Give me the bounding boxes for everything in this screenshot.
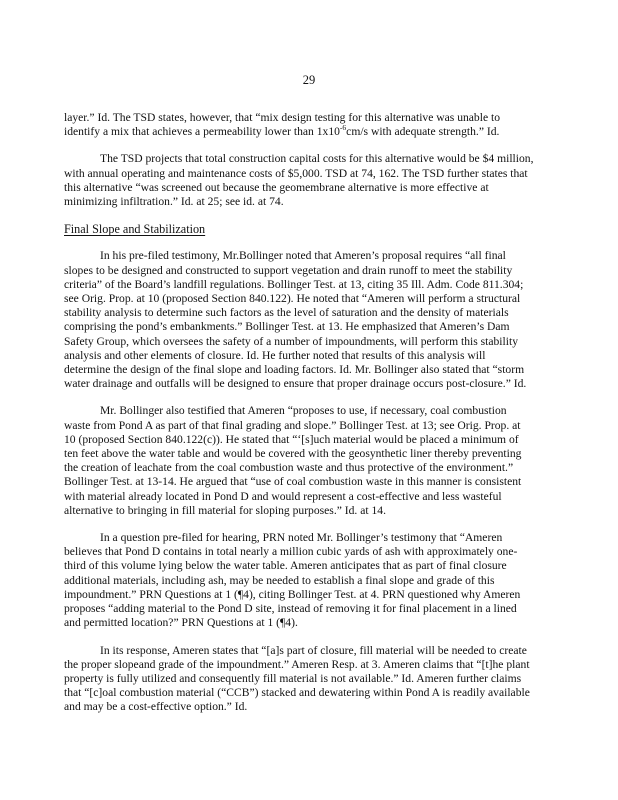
paragraph-text-part-a: layer.” Id. The TSD states, however, that “mix design testing for this alternative was unable to identify a mix that achieves a permeability lower than 1x10 [64, 111, 501, 139]
paragraph-prn-question: In a question pre-filed for hearing, PRN noted Mr. Bollinger’s testimony that “Ameren believes that Pond D contains in total nearly a million cubic yards of ash with approximately one-third of this volume lying below the water table. Ameren anticipates that as part of final closure additional materials, including ash, may be needed to establish a final slope and grade of this impoundment.” PRN Questions at 1 (¶4), citing Bollinger Test. at 4. PRN questioned why Ameren proposes “adding material to the Pond D site, instead of removing it for final placement in a lined and permitted location?” PRN Questions at 1 (¶4). [64, 531, 521, 630]
exponent: -6 [339, 123, 347, 133]
paragraph-tsd-costs: The TSD projects that total construction capital costs for this alternative would be $4 million, with annual operating and maintenance costs of $5,000. TSD at 74, 162. The TSD further states that this alternative “was screened out because the geomembrane alternative is more effective at minimizing infiltration.” Id. at 25; see id. at 74. [64, 152, 534, 209]
section-heading: Final Slope and Stabilization [64, 222, 206, 237]
page-number: 29 [302, 73, 316, 87]
document-body [64, 111, 534, 728]
paragraph-coal-combustion-waste: Mr. Bollinger also testified that Ameren “proposes to use, if necessary, coal combustion waste from Pond A as part of that final grading and slope.” Bollinger Test. at 13; see Orig. Prop. at 10 (proposed Section 840.122(c)). He stated that “‘[s]uch material would be placed a minimum of ten feet above the water table and would be covered with the geosynthetic liner thereby preventing the creation of leachate from the coal combustion waste and thus protective of the environment.” Bollinger Test. at 13-14. He argued that “use of coal combustion waste in this manner is consistent with material already located in Pond D and would represent a cost-effective and less wasteful alternative to bringing in fill material for sloping purposes.” Id. at 14. [64, 404, 522, 517]
paragraph-bollinger-testimony: In his pre-filed testimony, Mr.Bollinger noted that Ameren’s proposal requires “all final slopes to be designed and constructed to support vegetation and drain runoff to meet the stability criteria” of the Board’s landfill regulations. Bollinger Test. at 13, citing 35 Ill. Adm. Code 811.304; see Orig. Prop. at 10 (proposed Section 840.122). He noted that “Ameren will perform a structural stability analysis to determine such factors as the level of saturation and the density of materials comprising the pond’s embankments.” Bollinger Test. at 13. He emphasized that Ameren’s Dam Safety Group, which oversees the safety of a number of impoundments, will perform this stability analysis and other elements of closure. Id. He further noted that results of this analysis will determine the design of the final slope and loading factors. Id. Mr. Bollinger also stated that “storm water drainage and outfalls will be designed to ensure that proper drainage occurs post-closure.” Id. [64, 249, 527, 391]
paragraph-text-part-b: cm/s with adequate strength.” Id. [346, 125, 500, 139]
paragraph-layer-continuation [64, 111, 534, 139]
paragraph-ameren-response: In its response, Ameren states that “[a]s part of closure, fill material will be needed to create the proper slopeand grade of the impoundment.” Ameren Resp. at 3. Ameren claims that “[t]he plant property is fully utilized and consequently fill material is not available.” Id. Ameren further claims that “[c]oal combustion material (“CCB”) stacked and dewatering within Pond A is readily available and may be a cost-effective option.” Id. [64, 643, 530, 714]
